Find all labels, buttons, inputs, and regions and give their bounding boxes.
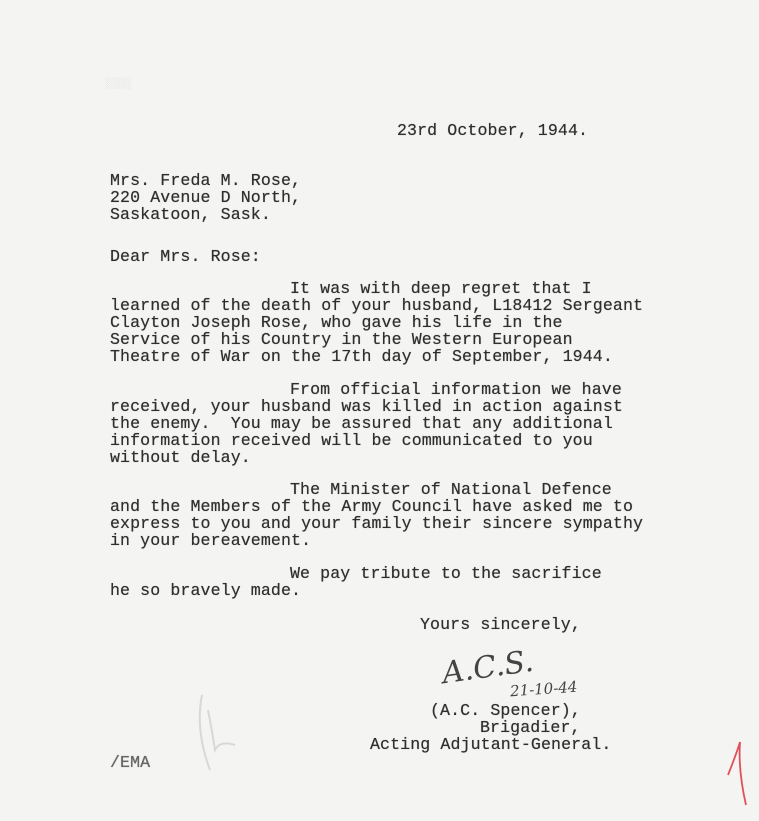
handwritten-signature: A.C.S. [440, 643, 536, 692]
address-line: 220 Avenue D North, [110, 188, 302, 207]
red-margin-mark-icon [718, 730, 758, 810]
paragraph-line: We pay tribute to the sacrifice [290, 564, 602, 583]
paragraph-line: information received will be communicated to you [110, 431, 593, 450]
address-line: Saskatoon, Sask. [110, 205, 271, 224]
paragraph-line: Clayton Joseph Rose, who gave his life in the [110, 313, 563, 332]
paragraph-line: Service of his Country in the Western European [110, 330, 573, 349]
paragraph-line: and the Members of the Army Council have asked me to [110, 497, 634, 516]
address-line: Mrs. Freda M. Rose, [110, 171, 302, 190]
reference-initials: /EMA [110, 753, 151, 772]
salutation: Dear Mrs. Rose: [110, 247, 261, 266]
paragraph-line: From official information we have [290, 380, 622, 399]
paragraph-line: without delay. [110, 448, 251, 467]
faint-bleed-through: ░░░░ [105, 78, 132, 90]
paragraph-line: received, your husband was killed in action against [110, 397, 623, 416]
signatory-name: (A.C. Spencer), [430, 701, 581, 720]
paragraph-line: the enemy. You may be assured that any additional [110, 414, 613, 433]
signatory-rank: Brigadier, [480, 718, 581, 737]
paragraph-line: Theatre of War on the 17th day of September, 1944. [110, 347, 613, 366]
paragraph-line: The Minister of National Defence [290, 480, 612, 499]
handwritten-date: 21-10-44 [509, 677, 578, 701]
pencil-mark-icon [190, 690, 250, 780]
paragraph-line: It was with deep regret that I [290, 279, 592, 298]
signatory-title: Acting Adjutant-General. [370, 735, 612, 754]
paragraph-line: he so bravely made. [110, 581, 302, 600]
paragraph-line: in your bereavement. [110, 531, 312, 550]
paragraph-line: learned of the death of your husband, L18412 Sergeant [110, 296, 644, 315]
closing: Yours sincerely, [420, 615, 581, 634]
letter-date: 23rd October, 1944. [397, 121, 589, 140]
paragraph-line: express to you and your family their sincere sympathy [110, 514, 644, 533]
